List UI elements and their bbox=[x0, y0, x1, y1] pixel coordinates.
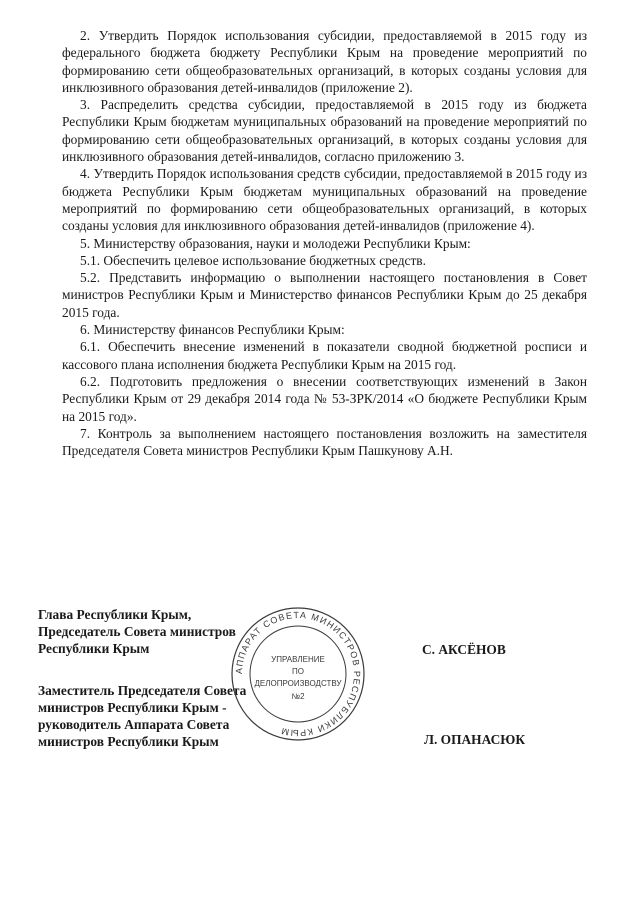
paragraph-6-2: 6.2. Подготовить предложения о внесении соответствующих изменений в Закон Республики Крым от 29 декабря 2014 года № 53-ЗРК/2014 «О бюджете Республики Крым на 2015 год». bbox=[62, 373, 587, 424]
signatory-position-line: Республики Крым bbox=[38, 641, 150, 656]
signature-block-head bbox=[38, 606, 236, 657]
office-stamp bbox=[228, 604, 368, 744]
signatory-position-line: министров Республики Крым bbox=[38, 734, 219, 749]
document-body bbox=[62, 27, 587, 459]
signature-block-deputy bbox=[38, 682, 246, 750]
stamp-center-line: ПО bbox=[292, 667, 304, 676]
stamp-ring-text: АППАРАТ СОВЕТА МИНИСТРОВ РЕСПУБЛИКИ КРЫМ bbox=[233, 609, 363, 739]
signatory-name-aksenov: С. АКСЁНОВ bbox=[422, 642, 506, 657]
paragraph-5-1: 5.1. Обеспечить целевое использование бюджетных средств. bbox=[80, 252, 426, 268]
stamp-center-line: УПРАВЛЕНИЕ bbox=[271, 655, 325, 664]
stamp-seal bbox=[228, 604, 368, 744]
signatory-position-line: Председатель Совета министров bbox=[38, 624, 236, 639]
stamp-center-line: №2 bbox=[291, 692, 305, 701]
signatory-name-opanasyuk: Л. ОПАНАСЮК bbox=[424, 732, 526, 747]
paragraph-5-2: 5.2. Представить информацию о выполнении настоящего постановления в Совет министров Республики Крым и Министерство финансов Республики Крым до 25 декабря 2015 года. bbox=[62, 270, 587, 320]
paragraph-6: 6. Министерству финансов Республики Крым: bbox=[80, 322, 345, 338]
signatory-position-line: Глава Республики Крым, bbox=[38, 607, 192, 622]
paragraph-7: 7. Контроль за выполнением настоящего постановления возложить на заместителя Председателя Совета министров Республики Крым Пашкунову А.Н. bbox=[62, 425, 587, 459]
signatory-position-line: руководитель Аппарата Совета bbox=[38, 717, 230, 732]
signatory-position-line: министров Республики Крым - bbox=[38, 700, 227, 715]
signatory-position-line: Заместитель Председателя Совета bbox=[38, 683, 247, 698]
stamp-center-line: ДЕЛОПРОИЗВОДСТВУ bbox=[254, 679, 342, 688]
paragraph-2: 2. Утвердить Порядок использования субсидии, предоставляемой в 2015 году из федерального бюджета бюджету Республики Крым на проведение мероприятий по формированию сети общеобразовательных организаций, в которых созданы условия для инклюзивного образования детей-инвалидов (приложение 2). bbox=[62, 28, 587, 95]
paragraph-6-1: 6.1. Обеспечить внесение изменений в показатели сводной бюджетной росписи и кассового плана исполнения бюджета Республики Крым на 2015 год. bbox=[62, 339, 587, 372]
paragraph-5: 5. Министерству образования, науки и молодежи Республики Крым: bbox=[80, 235, 471, 251]
paragraph-4: 4. Утвердить Порядок использования средств субсидии, предоставляемой в 2015 году из бюджета Республики Крым бюджетам муниципальных образований на проведение мероприятий по формированию сети общеобразовательных организаций, в которых созданы условия для инклюзивного образования детей-инвалидов (приложение 4). bbox=[62, 166, 587, 234]
paragraph-3: 3. Распределить средства субсидии, предоставляемой в 2015 году из бюджета Республики Крым бюджетам муниципальных образований на проведение мероприятий по формированию сети общеобразовательных организаций, в которых созданы условия для инклюзивного образования детей-инвалидов, согласно приложению 3. bbox=[62, 97, 587, 165]
